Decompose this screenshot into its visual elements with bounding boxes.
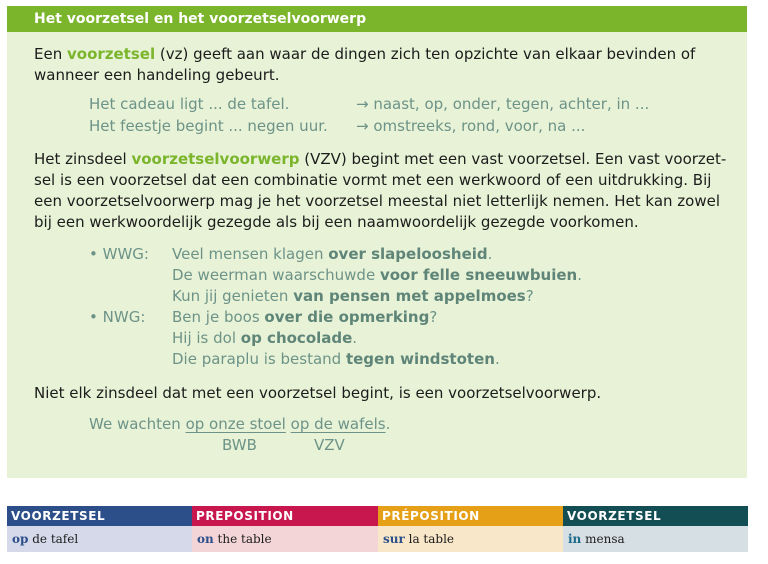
nwg-example-2: Hij is dol op chocolade. [172, 329, 358, 347]
definition-paragraph [34, 149, 726, 233]
wwg-example-3: Kun jij genieten van pensen met appelmoes? [172, 287, 534, 305]
nwg-example-1: Ben je boos over die opmerking? [172, 308, 438, 326]
cell-english: on the table [192, 526, 378, 552]
wwg-label: • WWG: [89, 245, 149, 263]
wwg-example-2: De weerman waarschuwde voor felle sneeuwbuien. [172, 266, 583, 284]
translation-table [7, 506, 748, 552]
tag-bwb: BWB [222, 436, 257, 454]
header-french: PRÉPOSITION [378, 506, 563, 526]
intro-line-1: Een voorzetsel (vz) geeft aan waar de dingen zich ten opzichte van elkaar bevinden of [34, 45, 696, 63]
underlined-vzv: op de wafels [290, 415, 386, 433]
tag-vzv: VZV [314, 436, 345, 454]
definition-line-4: bij een werkwoordelijk gezegde als bij een naamwoordelijk gezegde voorkomen. [34, 213, 639, 231]
definition-line-2: sel is een voorzetsel dat een combinatie vormt met een werkwoord of een uitdrukking. Bij [34, 171, 712, 189]
term-voorzetselvoorwerp: voorzetselvoorwerp [131, 150, 300, 168]
intro-line-2: wanneer een handeling gebeurt. [34, 66, 280, 84]
example-options-1: → naast, op, onder, tegen, achter, in ... [356, 95, 650, 113]
wwg-example-1: Veel mensen klagen over slapeloosheid. [172, 245, 493, 263]
term-voorzetsel: voorzetsel [66, 45, 156, 63]
header-dutch: VOORZETSEL [7, 506, 192, 526]
theory-card [7, 6, 747, 478]
example-options-2: → omstreeks, rond, voor, na ... [356, 117, 586, 135]
contrast-example: We wachten op onze stoel op de wafels. [89, 415, 391, 433]
underlined-bwb: op onze stoel [185, 415, 286, 433]
section-title: Het voorzetsel en het voorzetselvoorwerp [7, 6, 747, 32]
intro-paragraph [34, 44, 695, 86]
cell-dutch: op de tafel [7, 526, 192, 552]
example-sentence-1: Het cadeau ligt ... de tafel. [89, 95, 290, 113]
nwg-example-3: Die paraplu is bestand tegen windstoten. [172, 350, 500, 368]
header-latin: VOORZETSEL [563, 506, 748, 526]
cell-french: sur la table [378, 526, 563, 552]
cell-latin: in mensa [563, 526, 748, 552]
contrast-paragraph: Niet elk zinsdeel dat met een voorzetsel begint, is een voorzetselvoorwerp. [34, 384, 602, 402]
definition-line-3: een voorzetselvoorwerp mag je het voorzetsel meestal niet letterlijk nemen. Het kan zowel [34, 192, 721, 210]
example-sentence-2: Het feestje begint ... negen uur. [89, 117, 328, 135]
definition-line-1: Het zinsdeel voorzetselvoorwerp (VZV) begint met een vast voorzetsel. Een vast voorzet- [34, 150, 727, 168]
nwg-label: • NWG: [89, 308, 146, 326]
header-english: PREPOSITION [192, 506, 378, 526]
